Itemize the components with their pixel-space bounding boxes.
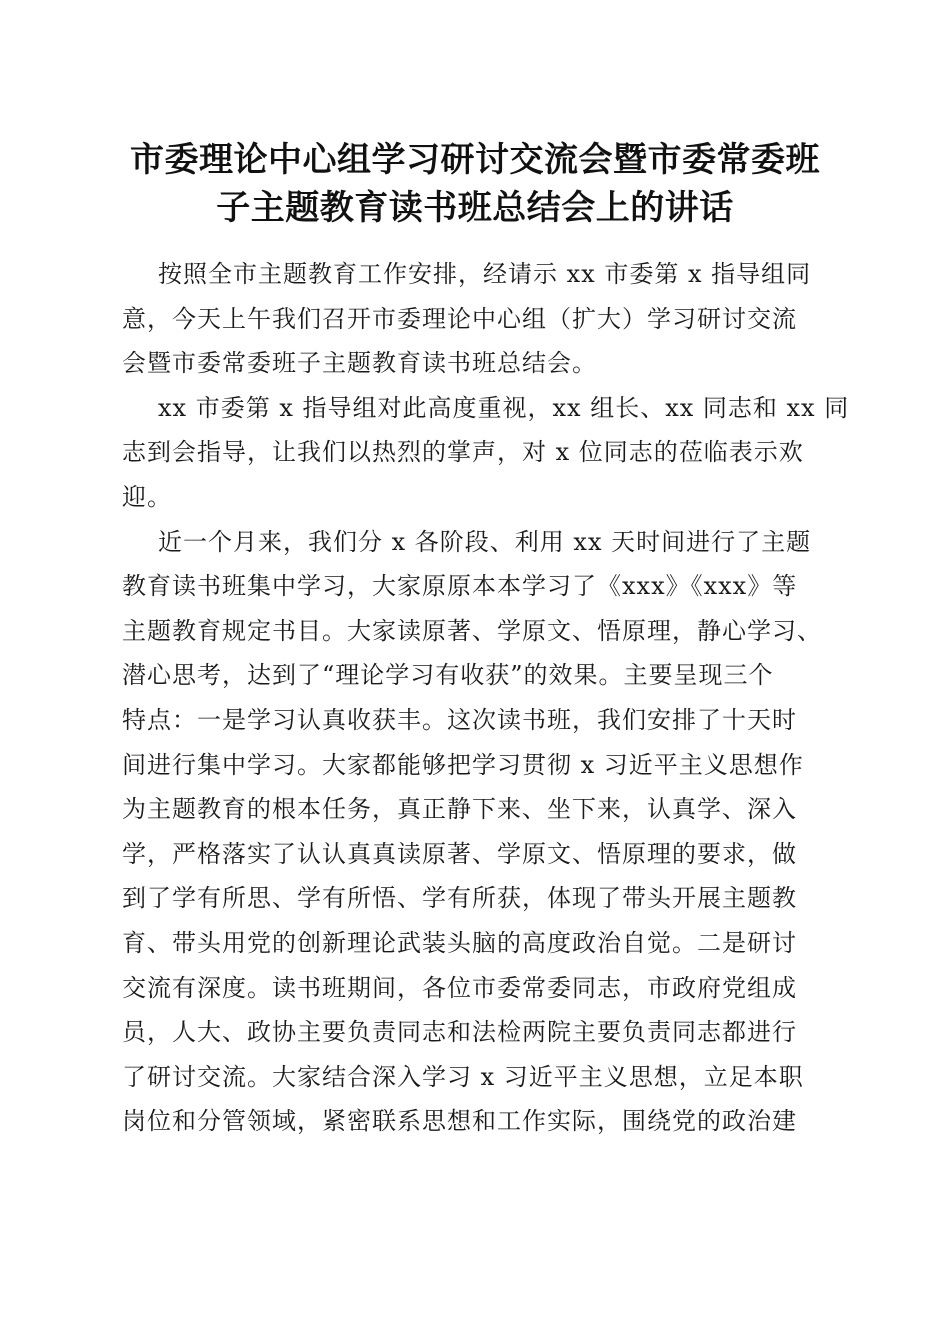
paragraph-line: 特点：一是学习认真收获丰。这次读书班，我们安排了十天时 bbox=[122, 705, 797, 734]
paragraph-1 bbox=[122, 252, 827, 386]
paragraph-line: 育、带头用党的创新理论武装头脑的高度政治自觉。二是研讨 bbox=[122, 928, 797, 957]
paragraph-2 bbox=[122, 386, 850, 520]
paragraph-3 bbox=[122, 520, 827, 1144]
paragraph-line: 教育读书班集中学习，大家原原本本学习了《xxx》《xxx》等 bbox=[122, 572, 798, 601]
document-title bbox=[100, 136, 850, 232]
title-line-2: 子主题教育读书班总结会上的讲话 bbox=[216, 188, 734, 228]
paragraph-line: 间进行集中学习。大家都能够把学习贯彻 x 习近平主义思想作 bbox=[122, 750, 804, 779]
title-line-1: 市委理论中心组学习研讨交流会暨市委常委班 bbox=[130, 140, 820, 180]
paragraph-line: 志到会指导，让我们以热烈的掌声，对 x 位同志的莅临表示欢 bbox=[122, 438, 804, 467]
paragraph-line: 近一个月来，我们分 x 各阶段、利用 xx 天时间进行了主题 bbox=[158, 527, 812, 556]
paragraph-line: 会暨市委常委班子主题教育读书班总结会。 bbox=[122, 349, 597, 378]
paragraph-line: 了研讨交流。大家结合深入学习 x 习近平主义思想，立足本职 bbox=[122, 1062, 804, 1091]
paragraph-line: 按照全市主题教育工作安排，经请示 xx 市委第 x 指导组同 bbox=[158, 260, 812, 288]
paragraph-line: 为主题教育的根本任务，真正静下来、坐下来，认真学、深入 bbox=[122, 795, 797, 824]
paragraph-line: xx 市委第 x 指导组对此高度重视，xx 组长、xx 同志和 xx 同 bbox=[158, 393, 850, 422]
paragraph-line: 主题教育规定书目。大家读原著、学原文、悟原理，静心学习、 bbox=[122, 616, 822, 645]
paragraph-line: 潜心思考，达到了“理论学习有收获”的效果。主要呈现三个 bbox=[122, 661, 774, 690]
paragraph-line: 迎。 bbox=[122, 482, 172, 511]
paragraph-line: 岗位和分管领域，紧密联系思想和工作实际，围绕党的政治建 bbox=[122, 1107, 797, 1136]
paragraph-line: 员，人大、政协主要负责同志和法检两院主要负责同志都进行 bbox=[122, 1018, 797, 1047]
document-body bbox=[122, 252, 850, 1144]
paragraph-line: 学，严格落实了认认真真读原著、学原文、悟原理的要求，做 bbox=[122, 839, 797, 868]
paragraph-line: 交流有深度。读书班期间，各位市委常委同志，市政府党组成 bbox=[122, 973, 797, 1002]
paragraph-line: 到了学有所思、学有所悟、学有所获，体现了带头开展主题教 bbox=[122, 884, 797, 913]
paragraph-line: 意，今天上午我们召开市委理论中心组（扩大）学习研讨交流 bbox=[122, 304, 797, 333]
